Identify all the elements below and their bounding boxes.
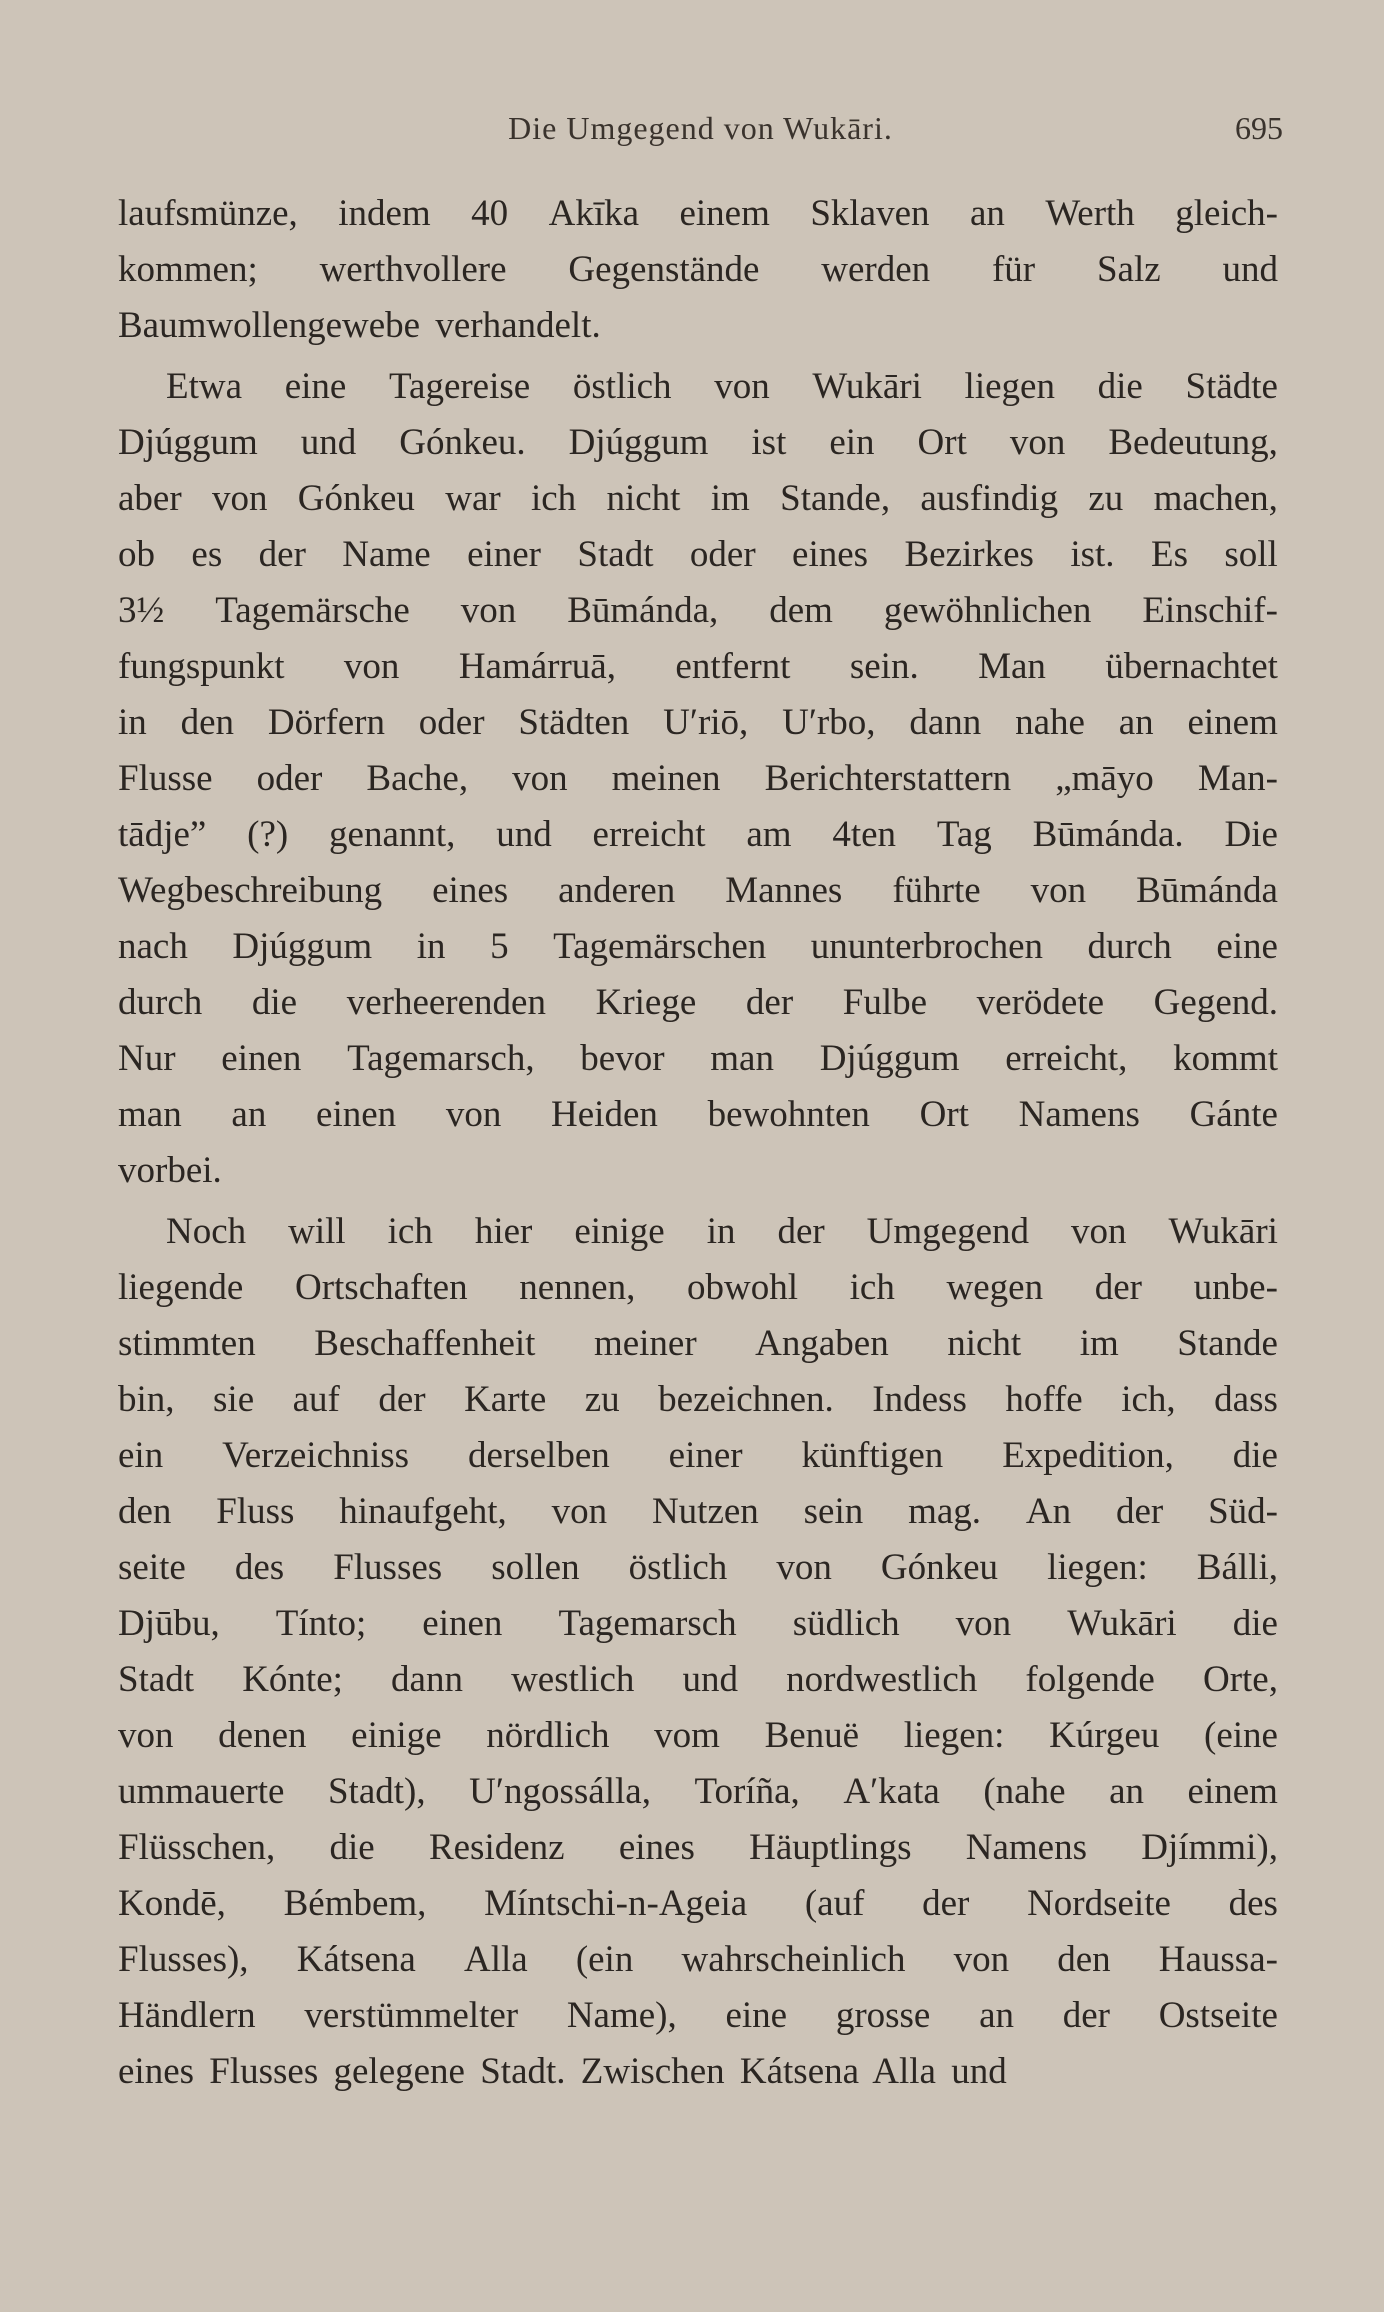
text-line: ob es der Name einer Stadt oder eines Bezirkes ist. Es soll <box>118 534 1278 575</box>
text-line: fungspunkt von Hamárruā, entfernt sein. Man übernachtet <box>118 646 1278 687</box>
text-line: durch die verheerenden Kriege der Fulbe verödete Gegend. <box>118 982 1278 1023</box>
page-title: Die Umgegend von Wukāri. <box>508 110 893 146</box>
text-line: bin, sie auf der Karte zu bezeichnen. Indess hoffe ich, dass <box>118 1379 1278 1420</box>
text-line: Baumwollengewebe verhandelt. <box>118 305 601 346</box>
paragraph-3 <box>118 1204 1278 2100</box>
text-line: tādje” (?) genannt, und erreicht am 4ten Tag Būmánda. Die <box>118 814 1278 855</box>
text-line: man an einen von Heiden bewohnten Ort Namens Gánte <box>118 1094 1278 1135</box>
text-line: Nur einen Tagemarsch, bevor man Djúggum erreicht, kommt <box>118 1038 1278 1079</box>
text-line: Djúggum und Gónkeu. Djúggum ist ein Ort von Bedeutung, <box>118 422 1278 463</box>
text-line: aber von Gónkeu war ich nicht im Stande, ausfindig zu machen, <box>118 478 1278 519</box>
paragraph-1 <box>118 186 1278 354</box>
text-line: Etwa eine Tagereise östlich von Wukāri liegen die Städte <box>166 366 1278 407</box>
text-line: Djūbu, Tínto; einen Tagemarsch südlich von Wukāri die <box>118 1603 1278 1644</box>
running-header <box>118 110 1283 154</box>
text-line: Stadt Kónte; dann westlich und nordwestlich folgende Orte, <box>118 1659 1278 1700</box>
text-line: liegende Ortschaften nennen, obwohl ich wegen der unbe- <box>118 1267 1278 1308</box>
text-line: Flusse oder Bache, von meinen Berichterstattern „māyo Man- <box>118 758 1278 799</box>
text-line: Flusses), Kátsena Alla (ein wahrscheinlich von den Haussa- <box>118 1939 1278 1980</box>
text-line: in den Dörfern oder Städten U′riō, U′rbo, dann nahe an einem <box>118 702 1278 743</box>
text-line: Noch will ich hier einige in der Umgegend von Wukāri <box>166 1211 1278 1252</box>
text-line: Händlern verstümmelter Name), eine grosse an der Ostseite <box>118 1995 1278 2036</box>
body-text <box>118 186 1278 2100</box>
text-line: Wegbeschreibung eines anderen Mannes führte von Būmánda <box>118 870 1278 911</box>
text-line: 3½ Tagemärsche von Būmánda, dem gewöhnlichen Einschif- <box>118 590 1278 631</box>
text-line: stimmten Beschaffenheit meiner Angaben nicht im Stande <box>118 1323 1278 1364</box>
text-line: ummauerte Stadt), U′ngossálla, Toríña, A′kata (nahe an einem <box>118 1771 1278 1812</box>
text-line: vorbei. <box>118 1150 222 1191</box>
text-line: nach Djúggum in 5 Tagemärschen ununterbrochen durch eine <box>118 926 1278 967</box>
text-line: Kondē, Bémbem, Míntschi-n-Ageia (auf der Nordseite des <box>118 1883 1278 1924</box>
text-line: seite des Flusses sollen östlich von Gónkeu liegen: Bálli, <box>118 1547 1278 1588</box>
page-number: 695 <box>1235 110 1283 146</box>
text-line: laufsmünze, indem 40 Akīka einem Sklaven an Werth gleich- <box>118 193 1278 234</box>
text-line: den Fluss hinaufgeht, von Nutzen sein mag. An der Süd- <box>118 1491 1278 1532</box>
paragraph-2 <box>118 359 1278 1199</box>
text-line: von denen einige nördlich vom Benuë liegen: Kúrgeu (eine <box>118 1715 1278 1756</box>
text-line: kommen; werthvollere Gegenstände werden für Salz und <box>118 249 1278 290</box>
text-line: eines Flusses gelegene Stadt. Zwischen Kátsena Alla und <box>118 2051 1007 2092</box>
text-line: Flüsschen, die Residenz eines Häuptlings Namens Djímmi), <box>118 1827 1278 1868</box>
text-line: ein Verzeichniss derselben einer künftigen Expedition, die <box>118 1435 1278 1476</box>
